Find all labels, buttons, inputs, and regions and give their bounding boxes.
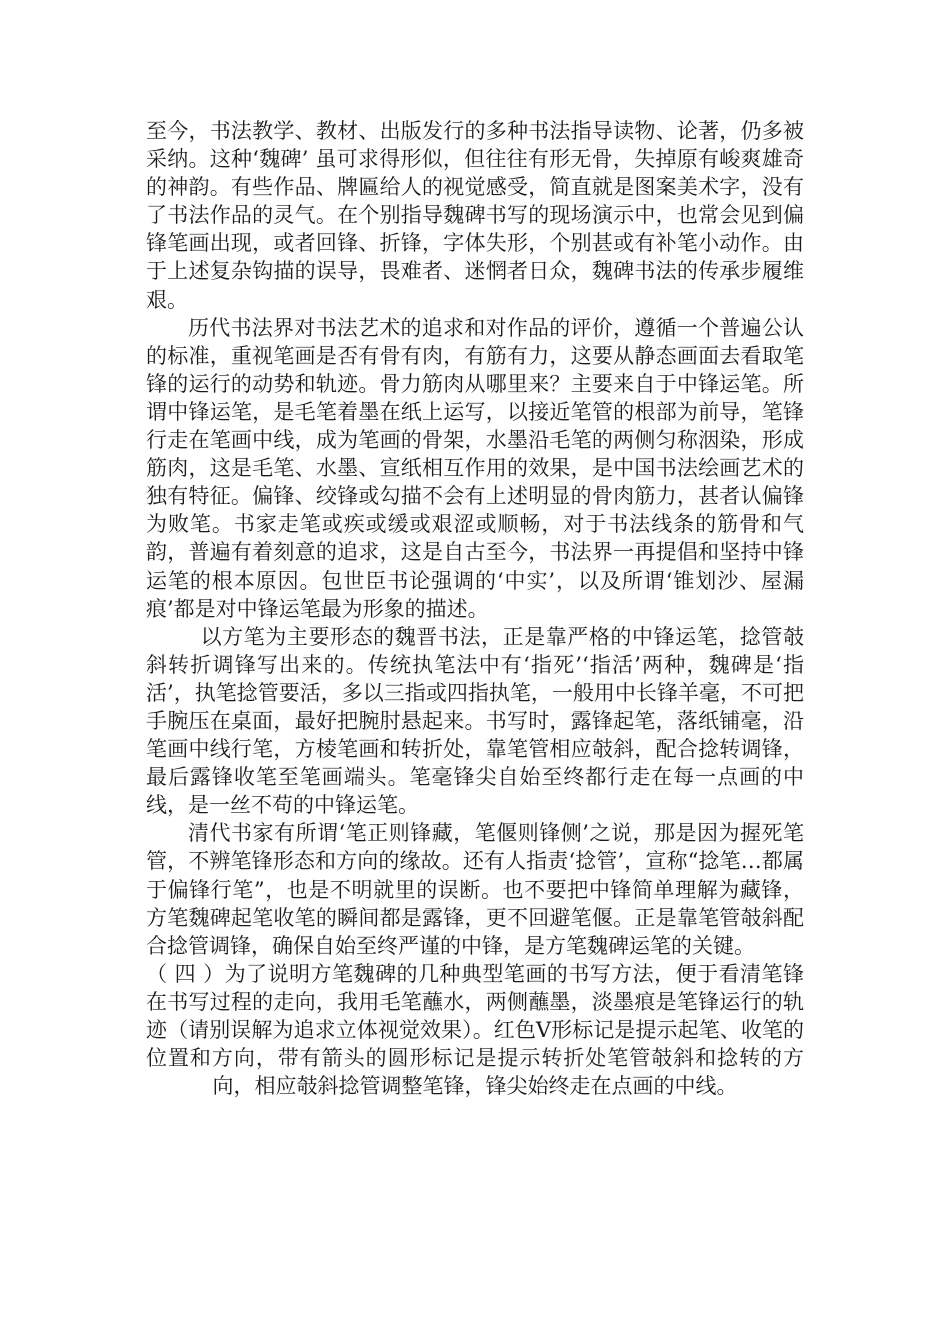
paragraph-section-four: （ 四 ）为了说明方笔魏碑的几种典型笔画的书写方法，便于看清笔锋在书写过程的走向，我用毛笔蘸水，两侧蘸墨，淡墨痕是笔锋运行的轨迹（请别误解为追求立体视觉效果）。红色V形标记是提示起笔、收笔的位置和方向，带有箭头的圆形标记是提示转折处笔管攲斜和捻转的方向，相应攲斜捻管调整笔锋，锋尖始终走在点画的中线。 bbox=[146, 961, 804, 1099]
paragraph-continuation: 至今，书法教学、教材、出版发行的多种书法指导读物、论著，仍多被采纳。这种‘魏碑’ 虽可求得形似，但往往有形无骨，失掉原有峻爽雄奇的神韵。有些作品、牌匾给人的视觉感受，简直就是图案美术字，没有了书法作品的灵气。在个别指导魏碑书写的现场演示中，也常会见到偏锋笔画出现，或者回锋、折锋，字体失形，个别甚或有补笔小动作。由于上述复杂钩描的误导，畏难者、迷惘者日众，魏碑书法的传承步履维艰。 bbox=[146, 119, 804, 312]
paragraph-fangbi-weijin: 以方笔为主要形态的魏晋书法，正是靠严格的中锋运笔，捻管攲斜转折调锋写出来的。传统执笔法中有‘指死’‘指活’两种，魏碑是‘指活’，执笔捻管要活，多以三指或四指执笔，一般用中长锋羊毫，不可把手腕压在桌面，最好把腕肘悬起来。书写时，露锋起笔，落纸铺毫，沿笔画中线行笔，方棱笔画和转折处，靠笔管相应攲斜，配合捻转调锋，最后露锋收笔至笔画端头。笔毫锋尖自始至终都行走在每一点画的中线，是一丝不苟的中锋运笔。 bbox=[146, 624, 804, 818]
document-body bbox=[146, 117, 804, 1100]
paragraph-zhongfeng-standard: 历代书法界对书法艺术的追求和对作品的评价，遵循一个普遍公认的标准，重视笔画是否有骨有肉，有筋有力，这要从静态画面去看取笔锋的运行的动势和轨迹。骨力筋肉从哪里来？主要来自于中锋运笔。所谓中锋运笔，是毛笔着墨在纸上运写，以接近笔管的根部为前导，笔锋行走在笔画中线，成为笔画的骨架，水墨沿毛笔的两侧匀称洇染，形成筋肉，这是毛笔、水墨、宣纸相互作用的效果，是中国书法绘画艺术的独有特征。偏锋、绞锋或勾描不会有上述明显的骨肉筋力，甚者认偏锋为败笔。书家走笔或疾或缓或艰涩或顺畅，对于书法线条的筋骨和气韵，普遍有着刻意的追求，这是自古至今，书法界一再提倡和坚持中锋运笔的根本原因。包世臣书论强调的‘中实’，以及所谓‘锥划沙、屋漏痕’都是对中锋运笔最为形象的描述。 bbox=[146, 315, 804, 621]
paragraph-qingdai-shujia: 清代书家有所谓‘笔正则锋藏，笔偃则锋侧’之说，那是因为握死笔管，不辨笔锋形态和方向的缘故。还有人指责‘捻管’，宣称“捻笔…都属于偏锋行笔”，也是不明就里的误断。也不要把中锋简单理解为藏锋，方笔魏碑起笔收笔的瞬间都是露锋，更不回避笔偃。正是靠笔管攲斜配合捻管调锋，确保自始至终严谨的中锋，是方笔魏碑运笔的关键。 bbox=[146, 821, 804, 958]
